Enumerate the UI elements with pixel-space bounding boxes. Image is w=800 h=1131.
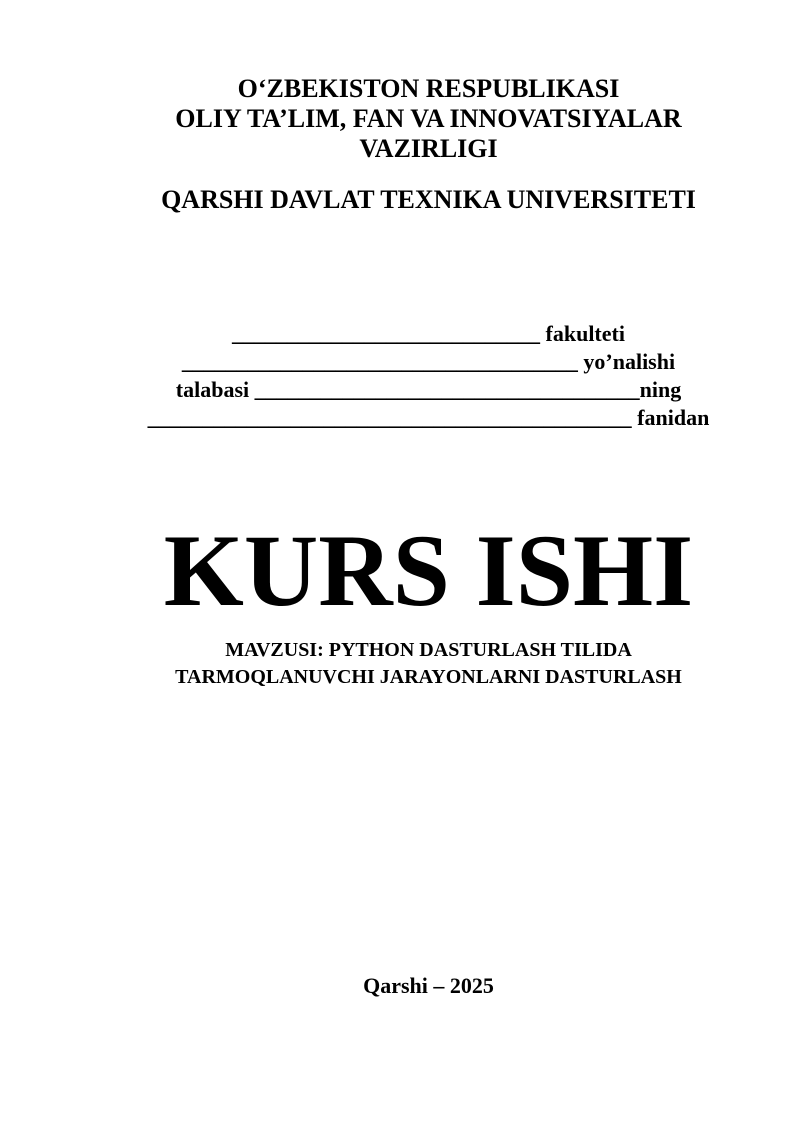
course-work-title: KURS ISHI bbox=[163, 514, 694, 628]
ministry-line-name: OLIY TA’LIM, FAN VA INNOVATSIYALAR bbox=[175, 104, 682, 133]
form-line-student: talabasi ___________________________________ning bbox=[175, 377, 682, 402]
ministry-line-country: O‘ZBEKISTON RESPUBLIKASI bbox=[237, 74, 620, 103]
ministry-header bbox=[114, 74, 743, 164]
form-line-direction: ____________________________________ yo’nalishi bbox=[181, 349, 676, 374]
topic-subtitle bbox=[114, 637, 743, 691]
topic-line-2: TARMOQLANUVCHI JARAYONLARNI DASTURLASH bbox=[175, 666, 682, 688]
form-blanks bbox=[114, 320, 743, 432]
form-line-faculty: ____________________________ fakulteti bbox=[232, 321, 625, 346]
ministry-line-suffix: VAZIRLIGI bbox=[359, 134, 498, 163]
topic-line-1: MAVZUSI: PYTHON DASTURLASH TILIDA bbox=[225, 639, 632, 661]
university-name: QARSHI DAVLAT TEXNIKA UNIVERSITETI bbox=[161, 185, 696, 214]
city-year: Qarshi – 2025 bbox=[363, 973, 494, 998]
form-line-subject: ____________________________________________ fanidan bbox=[147, 405, 710, 430]
